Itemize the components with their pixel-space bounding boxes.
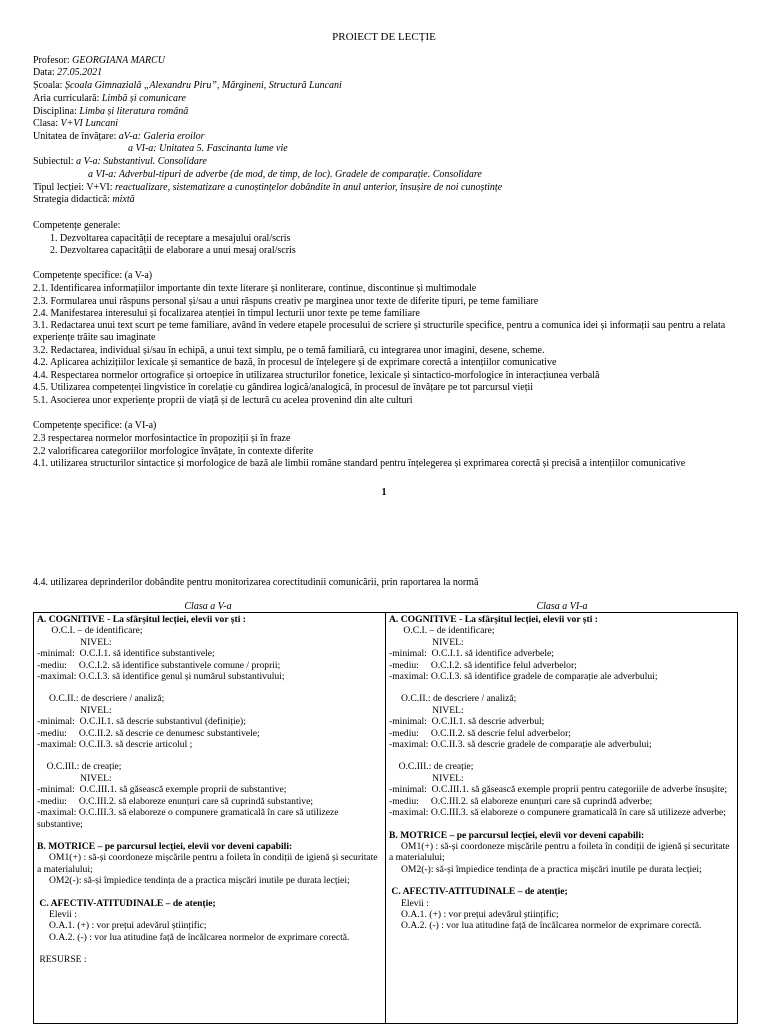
section-heading: Competențe specifice: (a VI-a) <box>33 420 157 431</box>
spacer <box>37 750 382 761</box>
objective-line: -maximal: O.C.II.3. să descrie articolul ; <box>37 739 193 751</box>
objective-line: NIVEL: <box>37 704 112 716</box>
objective-line: O.C.II.: de descriere / analiză; <box>389 693 517 705</box>
objective-line: O.C.I. – de identificare; <box>37 625 143 637</box>
column-head-v: Clasa a V-a <box>184 601 232 612</box>
objective-line: -maximal: O.C.III.3. să elaboreze o compunere gramaticală în care să utilizeze substantive; <box>37 807 341 830</box>
competence-item: 4.5. Utilizarea competenței lingvistice în corelație cu gândirea logică/analogică, în procesul de învățare pe tot parcursul vieții <box>33 382 534 393</box>
spacer <box>37 682 382 693</box>
objective-line: -mediu: O.C.I.2. să identifice substantivele comune / proprii; <box>37 659 281 671</box>
header-line <box>33 106 188 118</box>
objective-line: NIVEL: <box>389 704 464 716</box>
header-value: reactualizare, sistematizare a cunoștințelor dobândite în anul anterior, însușire de noi cunoștințe <box>115 182 503 193</box>
competence-continued: 4.4. utilizarea deprinderilor dobândite pentru monitorizarea corectitudinii comunicării, prin raportarea la normă <box>33 577 479 588</box>
objective-line: -minimal: O.C.I.1. să identifice substantivele; <box>37 648 215 660</box>
competence-item: 3.2. Redactarea, individual și/sau în echipă, a unui text simplu, pe o temă familiară, cu integrarea unor imagini, desene, scheme. <box>33 345 545 356</box>
header-label: Subiectul: <box>33 156 77 167</box>
objective-line: -minimal: O.C.II.1. să descrie adverbul; <box>389 716 545 728</box>
competence-item: 2. Dezvoltarea capacității de elaborare a unui mesaj oral/scris <box>50 245 296 256</box>
competence-item: 2.3. Formularea unui răspuns personal și/sau a unui răspuns creativ pe marginea unor texte de diferite tipuri, pe teme familiare <box>33 296 539 307</box>
header-value: Limbă și comunicare <box>101 93 186 104</box>
header-line <box>33 93 186 105</box>
spacer <box>389 875 734 886</box>
header-value: a VI-a: Unitatea 5. Fascinanta lume vie <box>128 143 288 154</box>
header-label: Data: <box>33 67 58 78</box>
competence-item: 4.1. utilizarea structurilor sintactice și morfologice de bază ale limbii române standard pentru înțelegerea și exprimarea corectă și precisă a intențiilor comunicative <box>33 458 686 469</box>
header-value: mixtă <box>112 194 135 205</box>
header-label: Profesor: <box>33 55 73 66</box>
objective-line: -minimal: O.C.II.1. să descrie substantivul (definiție); <box>37 716 246 728</box>
objective-line: -mediu: O.C.II.2. să descrie ce denumesc substantivele; <box>37 727 260 739</box>
competence-item: 2.4. Manifestarea interesului și focalizarea atenției în timpul lecturii unor texte pe teme familiare <box>33 308 420 319</box>
header-line <box>33 118 118 130</box>
objective-line: -minimal: O.C.I.1. să identifice adverbele; <box>389 648 554 660</box>
header-label: Tipul lecției: V+VI: <box>33 182 116 193</box>
objectives-cell-vi <box>386 613 738 1024</box>
header-line <box>33 55 165 67</box>
header-line <box>88 169 482 181</box>
spacer <box>389 750 734 761</box>
objective-line: -mediu: O.C.III.2. să elaboreze enunțuri care să cuprindă substantive; <box>37 795 313 807</box>
header-label: Strategia didactică: <box>33 194 113 205</box>
objective-line: C. AFECTIV-ATITUDINALE – de atenție; <box>37 897 216 909</box>
header-label: Disciplina: <box>33 106 80 117</box>
header-line <box>33 131 205 143</box>
section-heading: Competențe generale: <box>33 220 121 231</box>
objective-line: A. COGNITIVE - La sfârșitul lecției, elevii vor ști : <box>37 614 246 625</box>
spacer <box>389 682 734 693</box>
objective-line: O.A.1. (+) : vor prețui adevărul științific; <box>37 920 207 932</box>
header-value: GEORGIANA MARCU <box>72 55 166 66</box>
spacer <box>37 887 382 898</box>
header-value: V+VI Luncani <box>60 118 119 129</box>
objective-line: OM1(+) : să-și coordoneze mișcările pentru a foileta în condiții de igienă și securitate a materialului; <box>389 840 732 864</box>
objective-line: O.A.2. (-) : vor lua atitudine față de încălcarea normelor de exprimare corectă. <box>37 931 350 943</box>
header-value: Limba și literatura română <box>79 106 189 117</box>
header-value: Școala Gimnazială „Alexandru Piru”, Mărgineni, Structură Luncani <box>64 80 342 91</box>
competence-item: 1. Dezvoltarea capacității de receptare a mesajului oral/scris <box>50 233 291 244</box>
objective-line: O.C.III.: de creație; <box>389 761 474 773</box>
objective-line: -maximal: O.C.III.3. să elaboreze o compunere gramaticală în care să utilizeze adverbe; <box>389 807 726 819</box>
header-label: Școala: <box>33 80 65 91</box>
objective-line: B. MOTRICE – pe parcursul lecției, elevii vor deveni capabili: <box>37 840 293 852</box>
objective-line: -minimal: O.C.III.1. să găsească exemple proprii pentru categoriile de adverbe însușite; <box>389 784 728 796</box>
objective-line: O.C.I. – de identificare; <box>389 625 495 637</box>
header-line <box>33 80 342 92</box>
column-head-vi: Clasa a VI-a <box>536 601 588 612</box>
competence-item: 4.4. Respectarea normelor ortografice și ortoepice în utilizarea structurilor fonetice, lexicale și sintactico-morfologice în interacțiunea verbală <box>33 370 600 381</box>
spacer <box>37 830 382 841</box>
competence-item: 2.3 respectarea normelor morfosintactice în propoziții și în fraze <box>33 433 291 444</box>
objective-line: -maximal: O.C.II.3. să descrie gradele de comparație ale adverbului; <box>389 739 652 751</box>
page-number: 1 <box>381 487 387 498</box>
objectives-cell-v <box>34 613 386 1024</box>
header-line <box>33 194 135 206</box>
objective-line: NIVEL: <box>37 772 112 784</box>
header-line <box>128 143 288 155</box>
header-label: Clasa: <box>33 118 61 129</box>
header-line <box>33 67 102 79</box>
objective-line: NIVEL: <box>37 636 112 648</box>
competence-item: 2.2 valorificarea categoriilor morfologice învățate, în contexte diferite <box>33 446 314 457</box>
competence-item: 4.2. Aplicarea achizițiilor lexicale și semantice de bază, în procesul de înțelegere și de exprimare corectă a intențiilor comunicative <box>33 357 557 368</box>
objective-line: NIVEL: <box>389 636 464 648</box>
competence-item: 2.1. Identificarea informațiilor importante din texte literare și nonliterare, continue, discontinue și multimodale <box>33 283 477 294</box>
header-value: a VI-a: Adverbul-tipuri de adverbe (de mod, de timp, de loc). Gradele de comparație. Consolidare <box>88 169 482 180</box>
objective-line: OM2(-): să-și împiedice tendința de a practica mișcări inutile pe durata lecției; <box>389 863 702 875</box>
objective-line: C. AFECTIV-ATITUDINALE – de atenție; <box>389 886 568 898</box>
objective-line: OM2(-): să-și împiedice tendința de a practica mișcări inutile pe durata lecției; <box>37 875 350 887</box>
header-label: Aria curriculară: <box>33 93 102 104</box>
header-label: Unitatea de învățare: <box>33 131 119 142</box>
objectives-table <box>33 612 738 1024</box>
objective-line: -mediu: O.C.III.2. să elaboreze enunțuri care să cuprindă adverbe; <box>389 795 653 807</box>
objective-line: B. MOTRICE – pe parcursul lecției, elevii vor deveni capabili: <box>389 829 645 841</box>
spacer <box>389 819 734 830</box>
header-line <box>33 182 502 194</box>
objective-line: -mediu: O.C.I.2. să identifice felul adverbelor; <box>389 659 577 671</box>
objective-line: O.C.III.: de creație; <box>37 761 122 773</box>
objective-line: -maximal: O.C.I.3. să identifice gradele de comparație ale adverbului; <box>389 671 658 683</box>
objective-line: A. COGNITIVE - La sfârșitul lecției, elevii vor ști : <box>389 614 598 625</box>
objective-line: O.A.1. (+) : vor prețui adevărul științific; <box>389 908 559 920</box>
competence-item: 5.1. Asocierea unor experiențe proprii de viață și de lectură cu acelea provenind din alte culturi <box>33 395 413 406</box>
objective-line: O.C.II.: de descriere / analiză; <box>37 693 165 705</box>
document-title: PROIECT DE LECȚIE <box>332 31 436 43</box>
header-value: 27.05.2021 <box>57 67 103 78</box>
objective-line: Elevii : <box>37 908 77 920</box>
objective-line: RESURSE : <box>37 954 87 966</box>
objective-line: -mediu: O.C.II.2. să descrie felul adverbelor; <box>389 727 571 739</box>
spacer <box>37 943 382 954</box>
header-line <box>33 156 207 168</box>
header-value: aV-a: Galeria eroilor <box>118 131 205 142</box>
objective-line: -maximal: O.C.I.3. să identifice genul și numărul substantivului; <box>37 671 285 683</box>
objective-line: Elevii : <box>389 897 429 909</box>
objective-line: O.A.2. (-) : vor lua atitudine față de încălcarea normelor de exprimare corectă. <box>389 920 702 932</box>
objective-line: OM1(+) : să-și coordoneze mișcările pentru a foileta în condiții de igienă și securitate a materialului; <box>37 852 380 875</box>
header-value: a V-a: Substantivul. Consolidare <box>76 156 207 167</box>
competence-item: 3.1. Redactarea unui text scurt pe teme familiare, având în vedere etapele procesului de scriere și structurile specifice, pentru a comunica idei și informații sau pentru a relata experiențe trăite sau imaginate <box>33 320 726 343</box>
objective-line: -minimal: O.C.III.1. să găsească exemple proprii de substantive; <box>37 784 287 796</box>
section-heading: Competențe specifice: (a V-a) <box>33 270 153 281</box>
objective-line: NIVEL: <box>389 772 464 784</box>
